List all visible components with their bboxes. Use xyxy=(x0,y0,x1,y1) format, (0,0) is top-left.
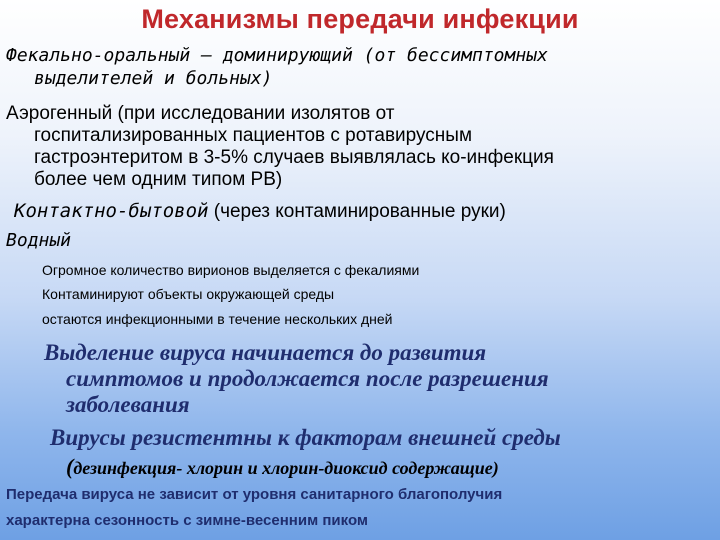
fecal-oral-term: Фекально-оральный xyxy=(6,45,191,66)
fact-item: Огромное количество вирионов выделяется с фекалиями xyxy=(42,262,420,278)
contact-term: Контактно-бытовой xyxy=(14,200,209,222)
disinfection-note xyxy=(66,454,499,480)
contact-item xyxy=(14,200,506,223)
resistance-note: Вирусы резистентны к факторам внешней среды xyxy=(50,425,561,450)
aerogenic-line: гастроэнтеритом в 3-5% случаев выявлялась ко-инфекция xyxy=(34,147,554,168)
fecal-oral-desc: доминирующий (от бессимптомных xyxy=(222,45,548,66)
fecal-oral-dash: – xyxy=(190,45,223,66)
virus-release-line: Выделение вируса начинается до развития xyxy=(44,340,487,365)
water-item: Водный xyxy=(6,230,72,251)
virus-release-note xyxy=(44,340,549,418)
aerogenic-line: более чем одним типом РВ) xyxy=(34,169,283,190)
disinfection-open-paren: ( xyxy=(66,454,74,479)
bottom-statement: Передача вируса не зависит от уровня санитарного благополучия xyxy=(6,486,503,503)
bottom-statement: характерна сезонность с зимне-весенним пиком xyxy=(6,512,368,529)
fecal-oral-desc-cont: выделителей и больных) xyxy=(34,68,273,89)
contact-desc: (через контаминированные руки) xyxy=(208,201,506,222)
fecal-oral-item xyxy=(6,45,548,66)
aerogenic-item xyxy=(6,103,554,191)
aerogenic-desc: (при исследовании изолятов от xyxy=(112,103,395,124)
virus-release-line: заболевания xyxy=(66,392,190,417)
fact-item: остаются инфекционными в течение нескольких дней xyxy=(42,311,393,327)
disinfection-detail: дезинфекция- хлорин и хлорин-диоксид содержащие xyxy=(73,458,493,478)
aerogenic-term: Аэрогенный xyxy=(6,103,113,124)
fact-item: Контаминируют объекты окружающей среды xyxy=(42,286,335,302)
slide-title: Механизмы передачи инфекции xyxy=(141,4,579,34)
virus-release-line: симптомов и продолжается после разрешения xyxy=(66,366,549,391)
disinfection-close-paren: ) xyxy=(492,458,499,478)
aerogenic-line: госпитализированных пациентов с ротавирусным xyxy=(34,125,473,146)
